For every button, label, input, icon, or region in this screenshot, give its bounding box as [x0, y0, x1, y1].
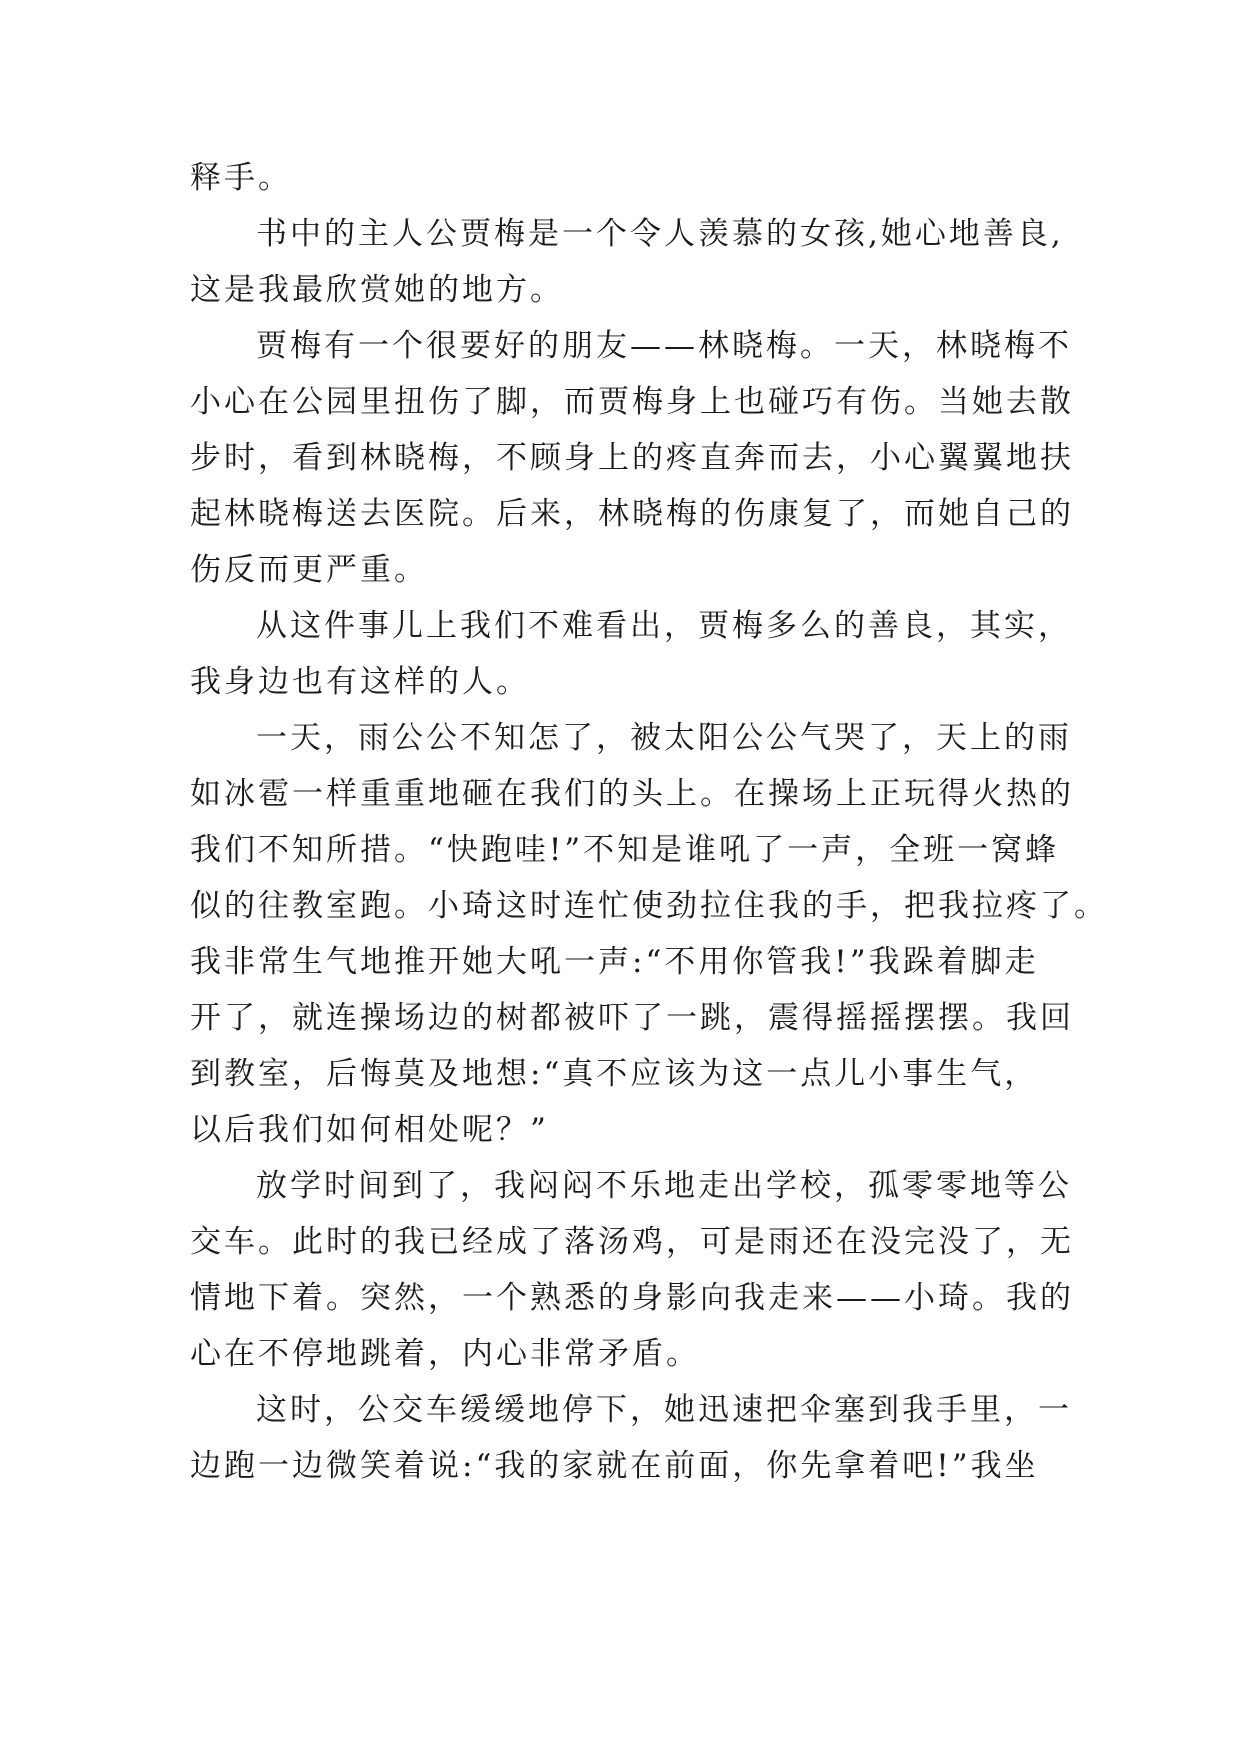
text-line: 这是我最欣赏她的地方。: [190, 272, 564, 308]
paragraph-start-line: 从这件事儿上我们不难看出，贾梅多么的善良，其实，: [256, 608, 1072, 644]
document-body: [190, 150, 1108, 1494]
text-line: 我非常生气地推开她大吼一声:“不用你管我!”我跺着脚走: [190, 944, 1039, 980]
text-line: 释手。: [190, 160, 292, 196]
paragraph-start-line: 放学时间到了，我闷闷不乐地走出学校，孤零零地等公: [256, 1168, 1072, 1204]
text-line: 到教室，后悔莫及地想:“真不应该为这一点儿小事生气，: [190, 1056, 1039, 1092]
text-line: 边跑一边微笑着说:“我的家就在前面，你先拿着吧!”我坐: [190, 1448, 1039, 1484]
text-line: 伤反而更严重。: [190, 552, 428, 588]
text-line: 心在不停地跳着，内心非常矛盾。: [190, 1336, 700, 1372]
text-line: 交车。此时的我已经成了落汤鸡，可是雨还在没完没了，无: [190, 1224, 1074, 1260]
text-line: 起林晓梅送去医院。后来，林晓梅的伤康复了，而她自己的: [190, 496, 1074, 532]
paragraph-start-line: 这时，公交车缓缓地停下，她迅速把伞塞到我手里，一: [256, 1392, 1072, 1428]
text-line: 我们不知所措。“快跑哇!”不知是谁吼了一声，全班一窝蜂: [190, 832, 1060, 868]
paragraph-start-line: 一天，雨公公不知怎了，被太阳公公气哭了，天上的雨: [256, 720, 1072, 756]
text-line: 我身边也有这样的人。: [190, 664, 530, 700]
paragraph-start-line: 书中的主人公贾梅是一个令人羡慕的女孩,她心地善良,: [256, 216, 1064, 252]
text-line: 如冰雹一样重重地砸在我们的头上。在操场上正玩得火热的: [190, 776, 1074, 812]
text-line: 小心在公园里扭伤了脚，而贾梅身上也碰巧有伤。当她去散: [190, 384, 1074, 420]
text-line: 似的往教室跑。小琦这时连忙使劲拉住我的手，把我拉疼了。: [190, 888, 1108, 924]
text-line: 步时，看到林晓梅，不顾身上的疼直奔而去，小心翼翼地扶: [190, 440, 1074, 476]
text-line: 以后我们如何相处呢？”: [190, 1112, 549, 1148]
paragraph-start-line: 贾梅有一个很要好的朋友——林晓梅。一天，林晓梅不: [256, 328, 1072, 364]
text-line: 开了，就连操场边的树都被吓了一跳，震得摇摇摆摆。我回: [190, 1000, 1074, 1036]
text-line: 情地下着。突然，一个熟悉的身影向我走来——小琦。我的: [190, 1280, 1074, 1316]
